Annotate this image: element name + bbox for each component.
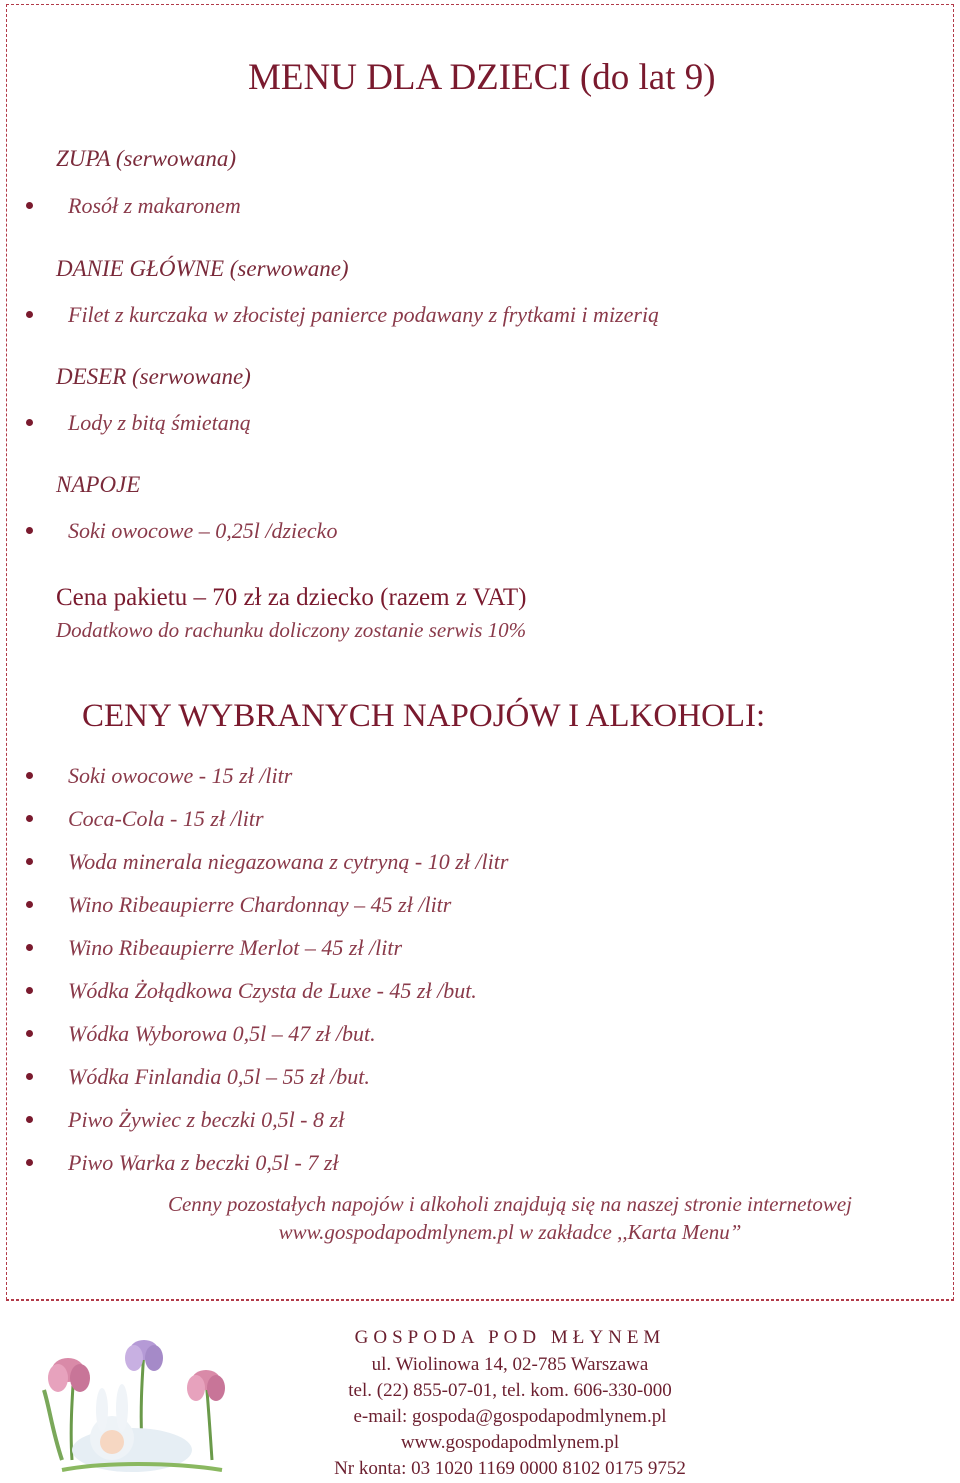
section-heading-dessert: DESER (serwowane) xyxy=(56,364,251,389)
section-heading-soup: ZUPA (serwowana) xyxy=(56,146,236,171)
bullet-icon xyxy=(26,1116,33,1123)
drink-item: Woda minerala niegazowana z cytryną - 10 zł /litr xyxy=(68,849,509,874)
drink-item: Piwo Warka z beczki 0,5l - 7 zł xyxy=(68,1150,339,1175)
drink-item: Wódka Żołądkowa Czysta de Luxe - 45 zł /but. xyxy=(68,978,477,1003)
menu-item: Rosół z makaronem xyxy=(68,193,241,218)
bullet-icon xyxy=(26,772,33,779)
section-heading-main: DANIE GŁÓWNE (serwowane) xyxy=(56,256,349,281)
bullet-icon xyxy=(26,944,33,951)
bullet-icon xyxy=(26,419,33,426)
restaurant-website[interactable]: www.gospodapodmlynem.pl xyxy=(400,1432,620,1453)
drink-item: Wódka Wyborowa 0,5l – 47 zł /but. xyxy=(68,1021,376,1046)
page-title: MENU DLA DZIECI (do lat 9) xyxy=(248,57,716,98)
menu-item: Lody z bitą śmietaną xyxy=(68,410,251,435)
bank-account: Nr konta: 03 1020 1169 0000 8102 0175 9752 xyxy=(334,1458,686,1479)
bullet-icon xyxy=(26,527,33,534)
iris-flower-icon xyxy=(187,1370,225,1460)
section-heading-drinks: NAPOJE xyxy=(56,472,141,497)
drink-item: Piwo Żywiec z beczki 0,5l - 8 zł xyxy=(68,1107,345,1132)
restaurant-email[interactable]: e-mail: gospoda@gospodapodmlynem.pl xyxy=(353,1406,667,1427)
menu-item: Filet z kurczaka w złocistej panierce podawany z frytkami i mizerią xyxy=(68,302,660,327)
bullet-icon xyxy=(26,1030,33,1037)
drink-item: Wino Ribeaupierre Chardonnay – 45 zł /litr xyxy=(68,892,452,917)
service-note: Dodatkowo do rachunku doliczony zostanie serwis 10% xyxy=(56,618,527,642)
bullet-icon xyxy=(26,1159,33,1166)
bullet-icon xyxy=(26,987,33,994)
package-price: Cena pakietu – 70 zł za dziecko (razem z VAT) xyxy=(56,584,527,611)
drink-item: Coca-Cola - 15 zł /litr xyxy=(68,806,264,831)
drink-item: Wino Ribeaupierre Merlot – 45 zł /litr xyxy=(68,935,403,960)
drink-item: Wódka Finlandia 0,5l – 55 zł /but. xyxy=(68,1064,370,1089)
footer-divider xyxy=(6,1300,954,1301)
bullet-icon xyxy=(26,901,33,908)
bullet-icon xyxy=(26,815,33,822)
menu-item: Soki owocowe – 0,25l /dziecko xyxy=(68,518,338,543)
bullet-icon xyxy=(26,858,33,865)
website-note-line2: www.gospodapodmlynem.pl w zakładce ,,Karta Menu” xyxy=(278,1220,742,1244)
restaurant-name: GOSPODA POD MŁYNEM xyxy=(354,1327,666,1348)
restaurant-address: ul. Wiolinowa 14, 02-785 Warszawa xyxy=(371,1354,649,1375)
website-note: Cenny pozostałych napojów i alkoholi znajdują się na naszej stronie internetowej xyxy=(167,1192,852,1216)
restaurant-phone: tel. (22) 855-07-01, tel. kom. 606-330-000 xyxy=(348,1380,672,1401)
drink-item: Soki owocowe - 15 zł /litr xyxy=(68,763,293,788)
bullet-icon xyxy=(26,1073,33,1080)
bullet-icon xyxy=(26,311,33,318)
drinks-title: CENY WYBRANYCH NAPOJÓW I ALKOHOLI: xyxy=(82,698,766,734)
baby-flowers-illustration xyxy=(22,1330,232,1478)
bullet-icon xyxy=(26,202,33,209)
